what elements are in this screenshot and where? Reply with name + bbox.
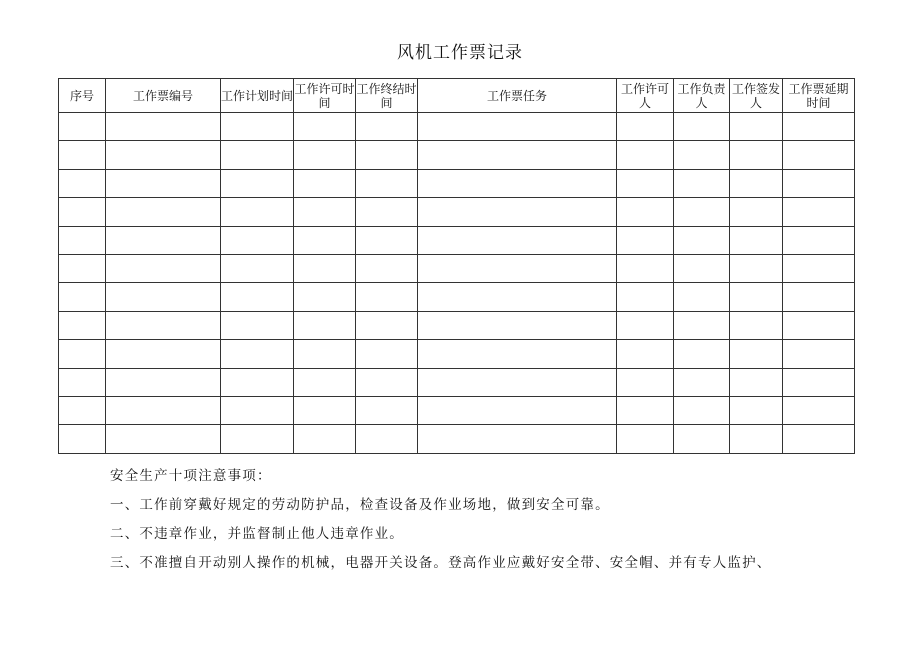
table-cell[interactable] bbox=[294, 425, 356, 453]
header-serial-number: 序号 bbox=[59, 79, 106, 113]
table-cell[interactable] bbox=[617, 198, 674, 226]
table-cell[interactable] bbox=[730, 311, 783, 339]
table-row bbox=[59, 340, 855, 368]
table-cell[interactable] bbox=[106, 169, 221, 197]
table-cell[interactable] bbox=[356, 141, 418, 169]
table-cell[interactable] bbox=[783, 425, 855, 453]
table-cell[interactable] bbox=[59, 198, 106, 226]
table-cell[interactable] bbox=[418, 425, 617, 453]
table-cell[interactable] bbox=[730, 254, 783, 282]
table-cell[interactable] bbox=[294, 169, 356, 197]
table-cell[interactable] bbox=[106, 340, 221, 368]
table-cell[interactable] bbox=[674, 141, 730, 169]
header-permit-person: 工作许可人 bbox=[617, 79, 674, 113]
table-cell[interactable] bbox=[221, 368, 294, 396]
table-cell[interactable] bbox=[783, 169, 855, 197]
document-title: 风机工作票记录 bbox=[397, 43, 523, 63]
table-cell[interactable] bbox=[221, 169, 294, 197]
table-cell[interactable] bbox=[783, 113, 855, 141]
table-cell[interactable] bbox=[730, 169, 783, 197]
table-cell[interactable] bbox=[294, 340, 356, 368]
table-cell[interactable] bbox=[221, 198, 294, 226]
table-cell[interactable] bbox=[106, 254, 221, 282]
table-cell[interactable] bbox=[294, 141, 356, 169]
table-cell[interactable] bbox=[356, 198, 418, 226]
table-cell[interactable] bbox=[106, 425, 221, 453]
table-cell[interactable] bbox=[221, 425, 294, 453]
safety-notes bbox=[110, 462, 870, 578]
table-cell[interactable] bbox=[418, 368, 617, 396]
table-cell[interactable] bbox=[730, 368, 783, 396]
table-cell[interactable] bbox=[106, 368, 221, 396]
table-cell[interactable] bbox=[221, 113, 294, 141]
table-cell[interactable] bbox=[783, 254, 855, 282]
safety-note-item: 三、不准擅自开动别人操作的机械，电器开关设备。登高作业应戴好安全带、安全帽、并有专人监护、 bbox=[110, 555, 772, 571]
table-cell[interactable] bbox=[617, 340, 674, 368]
table-cell[interactable] bbox=[730, 198, 783, 226]
table-cell[interactable] bbox=[783, 198, 855, 226]
table-cell[interactable] bbox=[674, 425, 730, 453]
table-cell[interactable] bbox=[674, 396, 730, 424]
table-cell[interactable] bbox=[106, 311, 221, 339]
table-cell[interactable] bbox=[59, 340, 106, 368]
table-cell[interactable] bbox=[59, 169, 106, 197]
table-cell[interactable] bbox=[783, 283, 855, 311]
table-row bbox=[59, 396, 855, 424]
table-cell[interactable] bbox=[356, 396, 418, 424]
table-cell[interactable] bbox=[730, 425, 783, 453]
table-cell[interactable] bbox=[356, 311, 418, 339]
table-cell[interactable] bbox=[783, 340, 855, 368]
table-cell[interactable] bbox=[356, 254, 418, 282]
table-cell[interactable] bbox=[783, 311, 855, 339]
safety-note-item: 二、不违章作业，并监督制止他人违章作业。 bbox=[110, 526, 404, 542]
table-cell[interactable] bbox=[106, 396, 221, 424]
table-cell[interactable] bbox=[221, 283, 294, 311]
table-cell[interactable] bbox=[356, 226, 418, 254]
table-row bbox=[59, 141, 855, 169]
table-cell[interactable] bbox=[674, 254, 730, 282]
table-cell[interactable] bbox=[294, 254, 356, 282]
table-cell[interactable] bbox=[617, 368, 674, 396]
table-cell[interactable] bbox=[221, 311, 294, 339]
table-cell[interactable] bbox=[617, 226, 674, 254]
table-cell[interactable] bbox=[106, 113, 221, 141]
safety-note-item: 一、工作前穿戴好规定的劳动防护品，检查设备及作业场地，做到安全可靠。 bbox=[110, 497, 610, 513]
table-cell[interactable] bbox=[59, 425, 106, 453]
table-cell[interactable] bbox=[59, 254, 106, 282]
table-cell[interactable] bbox=[221, 254, 294, 282]
table-cell[interactable] bbox=[674, 198, 730, 226]
table-cell[interactable] bbox=[59, 113, 106, 141]
table-body bbox=[59, 113, 855, 454]
table-cell[interactable] bbox=[106, 141, 221, 169]
table-cell[interactable] bbox=[674, 169, 730, 197]
header-issuer: 工作签发人 bbox=[730, 79, 783, 113]
header-end-time: 工作终结时间 bbox=[356, 79, 418, 113]
table-row bbox=[59, 113, 855, 141]
table-header-row bbox=[59, 79, 855, 113]
table-cell[interactable] bbox=[418, 254, 617, 282]
table-cell[interactable] bbox=[356, 425, 418, 453]
table-cell[interactable] bbox=[294, 226, 356, 254]
table-cell[interactable] bbox=[674, 226, 730, 254]
table-cell[interactable] bbox=[674, 368, 730, 396]
table-cell[interactable] bbox=[674, 113, 730, 141]
table-cell[interactable] bbox=[674, 311, 730, 339]
table-cell[interactable] bbox=[617, 169, 674, 197]
table-cell[interactable] bbox=[418, 311, 617, 339]
header-ticket-task: 工作票任务 bbox=[418, 79, 617, 113]
table-cell[interactable] bbox=[59, 311, 106, 339]
table-cell[interactable] bbox=[418, 340, 617, 368]
table-row bbox=[59, 254, 855, 282]
table-cell[interactable] bbox=[59, 396, 106, 424]
table-cell[interactable] bbox=[783, 141, 855, 169]
table-cell[interactable] bbox=[294, 113, 356, 141]
table-cell[interactable] bbox=[106, 283, 221, 311]
table-cell[interactable] bbox=[783, 368, 855, 396]
safety-notes-heading: 安全生产十项注意事项： bbox=[110, 468, 272, 484]
table-cell[interactable] bbox=[418, 226, 617, 254]
table-cell[interactable] bbox=[294, 198, 356, 226]
header-extension-time: 工作票延期时间 bbox=[783, 79, 855, 113]
table-cell[interactable] bbox=[294, 368, 356, 396]
table-cell[interactable] bbox=[730, 113, 783, 141]
table-row bbox=[59, 169, 855, 197]
table-row bbox=[59, 226, 855, 254]
table-cell[interactable] bbox=[783, 226, 855, 254]
table-cell[interactable] bbox=[294, 396, 356, 424]
table-cell[interactable] bbox=[617, 254, 674, 282]
table-cell[interactable] bbox=[418, 169, 617, 197]
table-cell[interactable] bbox=[617, 311, 674, 339]
table-cell[interactable] bbox=[730, 396, 783, 424]
table-cell[interactable] bbox=[418, 396, 617, 424]
table-cell[interactable] bbox=[221, 340, 294, 368]
table-cell[interactable] bbox=[356, 113, 418, 141]
table-cell[interactable] bbox=[730, 141, 783, 169]
table-cell[interactable] bbox=[617, 113, 674, 141]
table-cell[interactable] bbox=[59, 368, 106, 396]
table-row bbox=[59, 283, 855, 311]
table-cell[interactable] bbox=[674, 340, 730, 368]
table-cell[interactable] bbox=[730, 283, 783, 311]
table-cell[interactable] bbox=[418, 113, 617, 141]
header-responsible-person: 工作负责人 bbox=[674, 79, 730, 113]
table-cell[interactable] bbox=[59, 226, 106, 254]
work-ticket-record-table bbox=[58, 78, 855, 454]
table-cell[interactable] bbox=[221, 396, 294, 424]
header-planned-time: 工作计划时间 bbox=[221, 79, 294, 113]
table-cell[interactable] bbox=[106, 198, 221, 226]
table-cell[interactable] bbox=[617, 283, 674, 311]
table-cell[interactable] bbox=[418, 141, 617, 169]
table-row bbox=[59, 368, 855, 396]
table-cell[interactable] bbox=[730, 226, 783, 254]
header-ticket-number: 工作票编号 bbox=[106, 79, 221, 113]
table-cell[interactable] bbox=[617, 425, 674, 453]
table-cell[interactable] bbox=[617, 396, 674, 424]
table-cell[interactable] bbox=[356, 340, 418, 368]
table-cell[interactable] bbox=[59, 141, 106, 169]
table-row bbox=[59, 198, 855, 226]
table-cell[interactable] bbox=[106, 226, 221, 254]
table-row bbox=[59, 311, 855, 339]
table-row bbox=[59, 425, 855, 453]
table-cell[interactable] bbox=[59, 283, 106, 311]
table-cell[interactable] bbox=[294, 311, 356, 339]
table-cell[interactable] bbox=[783, 396, 855, 424]
table-cell[interactable] bbox=[730, 340, 783, 368]
table-cell[interactable] bbox=[221, 141, 294, 169]
table-cell[interactable] bbox=[356, 169, 418, 197]
table-cell[interactable] bbox=[221, 226, 294, 254]
table-cell[interactable] bbox=[294, 283, 356, 311]
table-cell[interactable] bbox=[418, 283, 617, 311]
table-cell[interactable] bbox=[356, 368, 418, 396]
table-cell[interactable] bbox=[617, 141, 674, 169]
table-cell[interactable] bbox=[674, 283, 730, 311]
table-cell[interactable] bbox=[418, 198, 617, 226]
header-permit-time: 工作许可时间 bbox=[294, 79, 356, 113]
table-cell[interactable] bbox=[356, 283, 418, 311]
